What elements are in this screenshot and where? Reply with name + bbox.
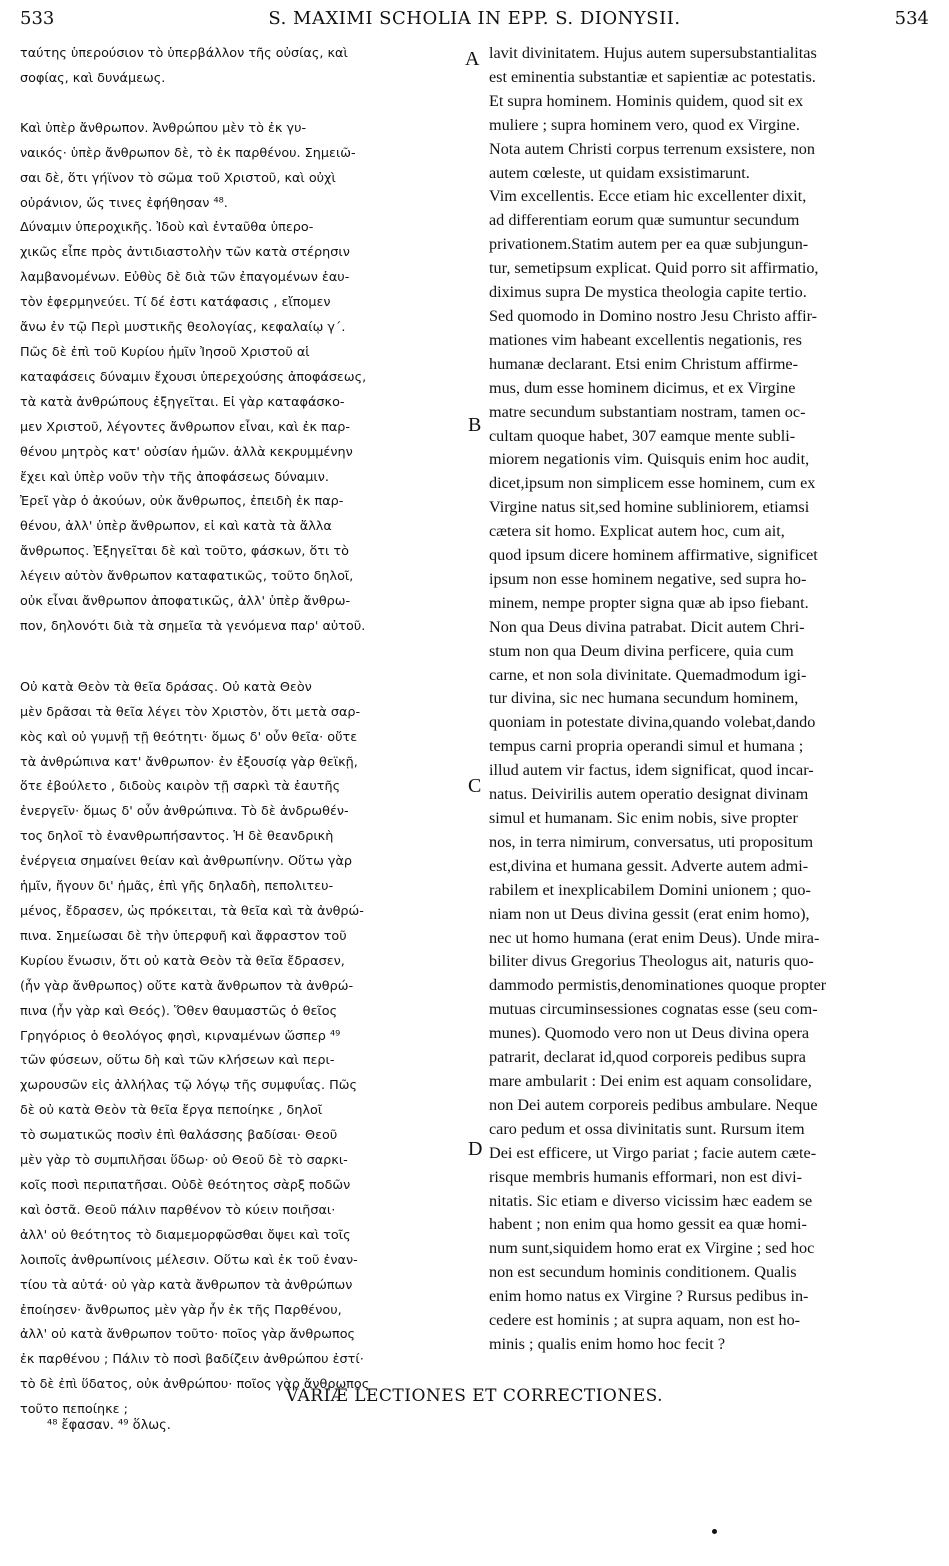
latin-column [489, 42, 935, 1357]
greek-paragraph-3: Οὐ κατὰ Θεὸν τὰ θεῖα δράσας. Οὐ κατὰ Θεὸν μὲν δρᾶσαι τὰ θεῖα λέγει τὸν Χριστὸν, ὅτι μετὰ σαρ- κὸς καὶ οὐ γυμνῇ τῇ θεότητι· ὅμως δ' οὖν θεῖα· οὔτε τὰ ἀνθρώπινα κατ' ἄνθρωπον· ἐν ἐξουσίᾳ γὰρ θεϊκῇ, ὅτε ἐβούλετο , διδοὺς καιρὸν τῇ σαρκὶ τὰ ἑαυτῆς ἐνεργεῖν· ὅμως δ' οὖν ἀνθρώπινα. Τὸ δὲ ἀνδρωθέν- τος δηλοῖ τὸ ἐνανθρωπήσαντος. Ἡ δὲ θεανδρικὴ ἐνέργεια σημαίνει θείαν καὶ ἀνθρωπίνην. Οὕτω γὰρ ἡμῖν, ἤγουν δι' ἡμᾶς, ἐπὶ γῆς δηλαδὴ, πεπολιτευ- μένος, ἔδρασεν, ὡς πρόκειται, τὰ θεῖα καὶ τὰ ἀνθρώ- πινα. Σημείωσαι δὲ τὴν ὑπερφυῆ καὶ ἄφραστον τοῦ Κυρίου ἕνωσιν, ὅτι οὐ κατὰ Θεὸν τὰ θεῖα ἔδρασεν, (ἦν γὰρ ἄνθρωπος) οὔτε κατὰ ἄνθρωπον τὰ ἀνθρώ- πινα (ἦν γὰρ καὶ Θεός). Ὅθεν θαυμαστῶς ὁ θεῖος Γρηγόριος ὁ θεολόγος φησὶ, κιρναμένων ὥσπερ ⁴⁹ τῶν φύσεων, οὕτω δὴ καὶ τῶν κλήσεων καὶ περι- χωρουσῶν εἰς ἀλλήλας τῷ λόγῳ τῆς συμφυΐας. Πῶς δὲ οὐ κατὰ Θεὸν τὰ θεῖα ἔργα πεποίηκε , δηλοῖ τὸ σωματικῶς ποσὶν ἐπὶ θαλάσσης βαδίσαι· Θεοῦ μὲν γὰρ τὸ συμπιλῆσαι ὕδωρ· οὐ Θεοῦ δὲ τὸ σαρκι- κοῖς ποσὶ περιπατῆσαι. Οὐδὲ θεότητος σὰρξ ποδῶν καὶ ὀστᾶ. Θεοῦ πάλιν παρθένον τὸ κύειν ποιῆσαι· ἀλλ' οὐ θεότητος τὸ διαμεμορφῶσθαι ὄψει καὶ τοῖς λοιποῖς ἀνθρωπίνοις μέλεσιν. Οὕτω καὶ ἐκ τοῦ ἐναν- τίου τὰ αὐτά· οὐ γὰρ κατὰ ἄνθρωπον τὰ ἀνθρώπων ἐποίησεν· ἄνθρωπος μὲν γὰρ ἦν ἐκ τῆς Παρθένου, ἀλλ' οὐ κατὰ ἄνθρωπον τοῦτο· ποῖος γὰρ ἄνθρωπος ἐκ παρθένου ; Πάλιν τὸ ποσὶ βαδίζειν ἀνθρώπου ἐστί· τὸ δὲ ἐπὶ ὕδατος, οὐκ ἀνθρώπου· ποῖος γὰρ ἄνθρωπος τοῦτο πεποίηκε ; [20, 679, 370, 1418]
ink-dot [712, 1529, 717, 1534]
page-number-right: 534 [894, 8, 929, 29]
greek-column [20, 42, 460, 1423]
margin-marker-a: A [465, 48, 480, 70]
footnotes: ⁴⁸ ἔφασαν. ⁴⁹ ὅλως. [47, 1418, 171, 1433]
variae-heading: VARIÆ LECTIONES ET CORRECTIONES. [285, 1386, 664, 1406]
running-title: S. MAXIMI SCHOLIA IN EPP. S. DIONYSII. [268, 8, 681, 29]
page-number-left: 533 [20, 8, 55, 29]
greek-paragraph-2: Καὶ ὑπὲρ ἄνθρωπον. Ἀνθρώπου μὲν τὸ ἐκ γυ- ναικός· ὑπὲρ ἄνθρωπον δὲ, τὸ ἐκ παρθένου. Σημειῶ- σαι δὲ, ὅτι γήϊνον τὸ σῶμα τοῦ Χριστοῦ, καὶ οὐχὶ οὐράνιον, ὥς τινες ἐφήθησαν ⁴⁸. Δύναμιν ὑπεροχικῆς. Ἰδοὺ καὶ ἐνταῦθα ὑπερο- χικῶς εἶπε πρὸς ἀντιδιαστολὴν τῶν κατὰ στέρησιν λαμβανομένων. Εὐθὺς δὲ διὰ τῶν ἐπαγομένων ἑαυ- τὸν ἑφερμηνεύει. Τί δέ ἐστι κατάφασις , εἴπομεν ἄνω ἐν τῷ Περὶ μυστικῆς θεολογίας, κεφαλαίῳ γ΄. Πῶς δὲ ἐπὶ τοῦ Κυρίου ἡμῖν Ἰησοῦ Χριστοῦ αἱ καταφάσεις δύναμιν ἔχουσι ὑπερεχούσης ἀποφάσεως, τὰ κατὰ ἀνθρώπους ἐξηγεῖται. Εἰ γὰρ καταφάσκο- μεν Χριστοῦ, λέγοντες ἄνθρωπον εἶναι, καὶ ἐκ παρ- θένου μητρὸς κατ' οὐσίαν ἡμῶν. ἀλλὰ κεκρυμμένην ἔχει καὶ ὑπὲρ νοῦν τὴν τῆς ἀποφάσεως δύναμιν. Ἐρεῖ γὰρ ὁ ἀκούων, οὐκ ἄνθρωπος, ἐπειδὴ ἐκ παρ- θένου, ἀλλ' ὑπὲρ ἄνθρωπον, εἰ καὶ κατὰ τὰ ἄλλα ἄνθρωπος. Ἐξηγεῖται δὲ καὶ τοῦτο, φάσκων, ὅτι τὸ λέγειν αὐτὸν ἄνθρωπον καταφατικῶς, τοῦτο δηλοῖ, οὐκ εἶναι ἄνθρωπον ἀποφατικῶς, ἀλλ' ὑπὲρ ἄνθρω- πον, δηλονότι διὰ τὰ σημεῖα τὰ γενόμενα παρ' αὐτοῦ. [20, 120, 367, 634]
margin-marker-b: B [468, 414, 482, 436]
running-header [20, 8, 929, 34]
latin-text: lavit divinitatem. Hujus autem supersubstantialitas est eminentia substantiæ et sapientiæ ac potestatis. Et supra hominem. Hominis quidem, quod sit ex muliere ; supra hominem vero, quod ex Virgine. Nota autem Christi corpus terrenum exsistere, non autem cœleste, ut quidam exsistimarunt. Vim excellentis. Ecce etiam hic excellenter dixit, ad differentiam eorum quæ sumuntur secundum privationem.Statim autem per ea quæ subjungun- tur, semetipsum explicat. Quid porro sit affirmatio, diximus supra De mystica theologia capite tertio. Sed quomodo in Domino nostro Jesu Christo affir- mationes vim habeant excellentis negationis, res humanæ declarant. Etsi enim Christum affirme- mus, dum esse hominem dicimus, et ex Virgine matre secundum substantiam nostram, tamen oc- cultam quoque habet, 307 eamque mente subli- miorem negationis vim. Quisquis enim hoc audit, dicet,ipsum non simplicem esse hominem, cum ex Virgine natus sit,sed homine subliniorem, etiamsi cætera sit homo. Explicat autem hoc, cum ait, quod ipsum dicere hominem affirmative, significet ipsum non esse hominem negative, sed supra ho- minem, nempe propter signa quæ ab ipso fiebant. Non qua Deus divina patrabat. Dicit autem Chri- stum non qua Deum divina perficere, quia cum carne, et non sola divinitate. Quemadmodum igi- tur divina, sic nec humana secundum hominem, quoniam in potestate divina,quando volebat,dando tempus carni propria operandi simul et humana ; illud autem vir factus, idem significat, quod incar- natus. Deivirilis autem operatio designat divinam simul et humanam. Sic enim nobis, sive propter nos, in terra nimirum, conversatus, uti propositum est,divina et humana gessit. Adverte autem admi- rabilem et inexplicabilem Domini unionem ; quo- niam non ut Deus divina gessit (erat enim homo), nec ut homo humana (erat enim Deus). Unde mira- biliter divus Gregorius Theologus ait, naturis quo- dammodo permistis,denominationes quoque propter mutuas circuminsessiones cognatas esse (seu com- munes). Quomodo vero non ut Deus divina opera patrarit, declarat id,quod corporeis pedibus supra mare ambularit : Dei enim est aquam consolidare, non Dei autem corporeis pedibus ambulare. Neque caro pedum et ossa divinitatis sunt. Rursum item Dei est efficere, ut Virgo pariat ; facie autem cæte- risque membris humanis efformari, non est divi- nitatis. Sic etiam e diverso vicissim hæc eadem se habent ; non enim qua homo gessit ea quæ homi- num sunt,siquidem homo erat ex Virgine ; sed hoc non est secundum hominis conditionem. Qualis enim homo natus ex Virgine ? Rursus pedibus in- cedere est hominis ; at supra aquam, non est ho- minis ; qualis enim homo hoc fecit ? [489, 44, 827, 1353]
greek-paragraph-1: ταύτης ὑπερούσιον τὸ ὑπερβάλλον τῆς οὐσίας, καὶ σοφίας, καὶ δυνάμεως. [20, 46, 348, 86]
margin-marker-d: D [468, 1138, 483, 1160]
margin-marker-c: C [468, 775, 482, 797]
